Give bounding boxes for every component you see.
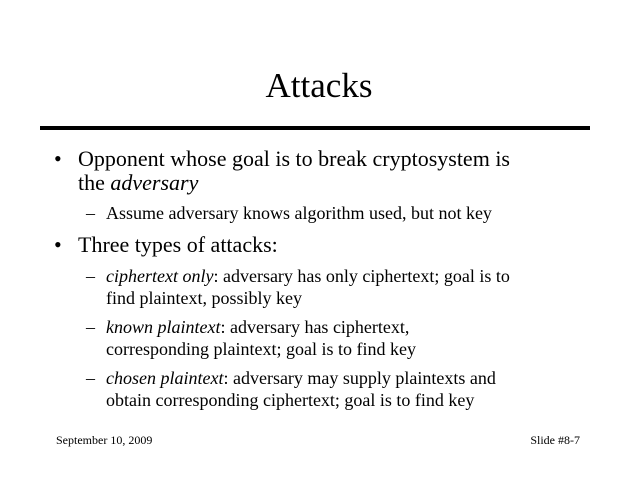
- sub-bullet-1-1-text: Assume adversary knows algorithm used, but not key: [106, 203, 492, 223]
- sub-bullet-2-1-cont: [106, 287, 596, 309]
- sub-bullet-2-3-rest2: obtain corresponding ciphertext; goal is to find key: [106, 390, 475, 410]
- footer-date: September 10, 2009: [56, 433, 153, 447]
- dash-marker: –: [86, 203, 95, 223]
- sub-bullet-2-3-cont: [106, 389, 596, 411]
- bullet-1-line2-prefix: the: [78, 170, 111, 195]
- bullet-2-text: Three types of attacks:: [78, 232, 278, 257]
- bullet-2: [54, 232, 578, 257]
- sub-bullet-2-1-rest2: find plaintext, possibly key: [106, 288, 302, 308]
- sub-bullet-2-3-rest1: : adversary may supply plaintexts and: [223, 368, 496, 388]
- dash-marker: –: [86, 317, 95, 337]
- bullet-1: [54, 146, 578, 171]
- bullet-1-line2-em: adversary: [110, 170, 199, 195]
- dash-marker: –: [86, 266, 95, 286]
- sub-bullet-2-2-cont: [106, 338, 596, 360]
- sub-bullet-2-3-term: chosen plaintext: [106, 368, 224, 388]
- footer-slide-number: Slide #8-7: [530, 433, 580, 447]
- bullet-marker: •: [54, 146, 62, 171]
- bullet-marker: •: [54, 232, 62, 257]
- sub-bullet-2-2-term: known plaintext: [106, 317, 221, 337]
- sub-bullet-2-1-term: ciphertext only: [106, 266, 214, 286]
- bullet-1-cont: [78, 171, 578, 195]
- sub-bullet-2-2: [86, 316, 596, 338]
- slide-title: Attacks: [265, 66, 373, 105]
- sub-bullet-2-3: [86, 367, 596, 389]
- title-rule: [40, 126, 590, 130]
- sub-bullet-1-1: [86, 202, 596, 224]
- sub-bullet-2-2-rest1: : adversary has ciphertext,: [220, 317, 410, 337]
- sub-bullet-2-1: [86, 265, 596, 287]
- sub-bullet-2-2-rest2: corresponding plaintext; goal is to find key: [106, 339, 416, 359]
- bullet-1-line1: Opponent whose goal is to break cryptosystem is: [78, 146, 510, 171]
- sub-bullet-2-1-rest1: : adversary has only ciphertext; goal is to: [213, 266, 510, 286]
- dash-marker: –: [86, 368, 95, 388]
